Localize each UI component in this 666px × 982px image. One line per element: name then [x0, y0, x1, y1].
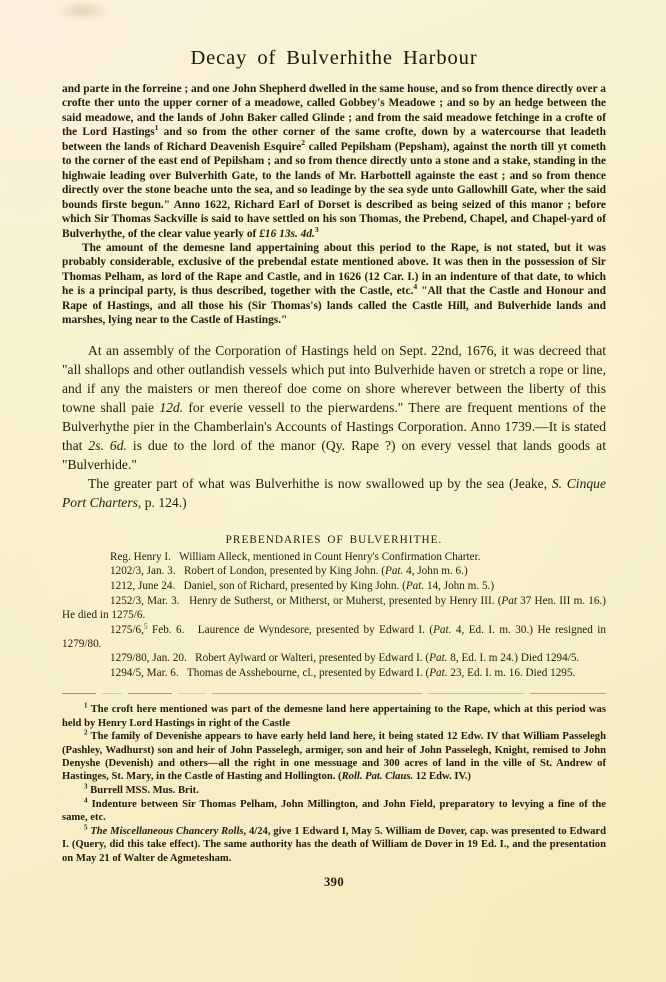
- rule-segment: [212, 693, 422, 694]
- page-content: [62, 0, 606, 890]
- paragraph-2-text-b: "All that the Castle and Honour and Rape of Hastings, and all those his (Sir Thomas's) lands called the Castle Hill, and Bulverhide lands and marshes, lying near to the Castle of Hastings.": [62, 285, 606, 327]
- rule-segment: [178, 693, 206, 694]
- paragraph-hastings-assembly: [62, 341, 606, 475]
- rule-segment: [428, 693, 524, 694]
- prebendary-date: 1252/3, Mar. 3.: [110, 594, 180, 607]
- footnote-marker: 2: [84, 728, 88, 737]
- prebendary-text: Robert of London, presented by King John. (: [183, 565, 385, 578]
- prebendary-date: 1279/80, Jan. 20.: [110, 652, 187, 665]
- list-item: [62, 550, 606, 564]
- footnote-item: [62, 825, 606, 865]
- prebendaries-list: [62, 550, 606, 681]
- footnote-text-after: 12 Edw. IV.): [413, 771, 471, 783]
- paragraph-3-text-a: At an assembly of the Corporation of Hastings held on Sept. 22nd, 1676, it was decreed that "all shallops and other outlandish vessels which put into Bulverhide haven or stretch a rope or line, and if any the maisters or men thereof doe come on shore wherever between the liberty of this towne shall paie: [62, 342, 606, 415]
- prebendary-source-rest: 14, John m. 5.): [424, 579, 495, 592]
- footnote-text: Burrell MSS. Mus. Brit.: [90, 785, 199, 797]
- page-title: Decay of Bulverhithe Harbour: [190, 47, 478, 69]
- paragraph-4-citation-title: S. Cinque Port Charters: [62, 476, 606, 511]
- list-item: [62, 579, 606, 593]
- footnote-citation-italic: Roll. Pat. Claus.: [341, 771, 414, 783]
- footnote-text: Indenture between Sir Thomas Pelham, John Millington, and John Field, preparatory to levying a fine of the same, etc.: [62, 798, 606, 824]
- footnote-separator-rule: [62, 689, 606, 698]
- footnote-item: [62, 784, 606, 797]
- prebendary-source-rest: 4, Ed. I. m. 30.) He resigned in 1279/80.: [62, 623, 607, 650]
- footnote-marker: 1: [84, 701, 88, 710]
- list-item: [62, 666, 606, 680]
- prebendary-text: Daniel, son of Richard, presented by King John. (: [183, 579, 406, 592]
- footnote-text: The croft here mentioned was part of the demesne land here appertaining to the Rape, which at this period was held by Henry Lord Hastings in right of the Castle: [62, 704, 606, 729]
- footnotes-list: [62, 703, 606, 865]
- paragraph-1-text-c: called Pepilsham (Pepsham), against the north till yt cometh to the corner of the east end of Pepilsham ; and so from thence directly unto a stone and a stake, standing in the highwaie leading over Bulverhith Gate, to the lands of Mr. Harbottell againste the east ; and so from thence directly over the stone beache unto the sea, and so leadinge by the sea syde unto Gallowhill Gate, wher the said bounds firste begun." Anno 1622, Richard Earl of Dorset is described as being seized of this manor ; before which Sir Thomas Sackville is said to have settled on his son Thomas, the Prebend, Chapel, and Chapel-yard of Bulverhythe, of the clear value yearly of: [62, 140, 607, 240]
- rule-segment: [530, 693, 606, 694]
- prebendary-date-rest: Feb. 6.: [147, 623, 185, 636]
- prebendary-date: 1202/3, Jan. 3.: [110, 565, 176, 578]
- paragraph-3-amount-shillings: 2s. 6d.: [88, 438, 127, 454]
- prebendary-date: 1294/5, Mar. 6.: [110, 667, 179, 680]
- rule-segment: [102, 693, 122, 694]
- list-item: [62, 620, 607, 651]
- rule-segment: [128, 693, 172, 694]
- footnote-item: [62, 703, 606, 730]
- footnote-ref-2[interactable]: 2: [301, 138, 306, 148]
- prebendary-text: William Alleck, mentioned in Count Henry's Confirmation Charter.: [179, 550, 481, 563]
- prebendary-text: Robert Aylward or Walteri, presented by Edward I. (: [195, 652, 430, 665]
- prebendary-date: 1275/6,: [110, 623, 144, 636]
- prebendary-source-rest: 8, Ed. I. m 24.) Died 1294/5.: [447, 652, 580, 665]
- paragraph-3-text-b: for everie vessell to the pierwardens." There are frequent mentions of the Bulverhythe pier in the Chamberlain's Accounts of Hastings Corporation. Anno 1739.—It is stated that: [62, 399, 606, 454]
- paragraph-swallowed-by-sea: [62, 474, 606, 512]
- paragraph-3-amount-pence: 12d.: [159, 399, 184, 415]
- prebendary-text: Henry de Sutherst, or Mitherst, or Muherst, presented by Henry III. (: [189, 594, 502, 607]
- paragraph-demesne-land: [62, 241, 606, 328]
- prebendary-source-rest: 23, Ed. I. m. 16. Died 1295.: [447, 667, 576, 680]
- footnote-citation-italic: The Miscellaneous Chancery Rolls: [90, 826, 244, 838]
- footnote-ref-4[interactable]: 4: [413, 282, 418, 292]
- footnote-ref-5[interactable]: 5: [143, 620, 148, 630]
- footnote-ref-3[interactable]: 3: [314, 224, 319, 234]
- paragraph-1-amount: £16 13s. 4d.: [259, 227, 315, 240]
- paragraph-1-text-a: and parte in the forreine ; and one John Shepherd dwelled in the same house, and so from thence directly over a crofte ther unto the upper corner of a meadowe, called Gobbey's Meadowe ; and so by an hedge between the said meadowe, and the lands of John Baker called Glinde ; and from the said meadowe fetchinge in a crofte of the Lord Hastings: [62, 83, 606, 139]
- prebendary-source-abbrev: Pat.: [429, 652, 448, 665]
- paragraph-4-text-a: The greater part of what was Bulverhithe is now swallowed up by the sea (Jeake,: [88, 476, 552, 492]
- list-item: [62, 594, 606, 622]
- list-item: [62, 564, 606, 578]
- footnote-item: [62, 798, 606, 825]
- page-number: 390: [323, 874, 345, 889]
- prebendary-source-abbrev: Pat.: [433, 623, 452, 636]
- prebendary-text: Thomas de Asshebourne, cl., presented by Edward I. (: [186, 667, 430, 680]
- prebendary-date: Reg. Henry I.: [110, 550, 171, 563]
- prebendary-source-abbrev: Pat: [501, 594, 517, 607]
- rule-segment: [62, 693, 96, 694]
- prebendary-source-abbrev: Pat.: [429, 667, 448, 680]
- prebendary-text: Laurence de Wyndesore, presented by Edward I. (: [197, 623, 434, 636]
- footnote-marker: 4: [84, 796, 88, 805]
- paragraph-2-text-a: The amount of the demesne land appertaining about this period to the Rape, is not stated, but it was probably considerable, exclusive of the prebendal estate mentioned above. It was then in the possession of Sir Thomas Pelham, as lord of the Rape and Castle, and in 1626 (12 Car. I.) in an indenture of that date, to which he is a principal party, is thus described, together with the Castle, etc.: [62, 241, 606, 298]
- paragraph-3-text-c: is due to the lord of the manor (Qy. Rape ?) on every vessel that lands goods at "Bulverhide.": [62, 438, 606, 473]
- footnote-text: The family of Devenishe appears to have early held land here, it being stated 12 Edw. IV that William Passelegh (Pashley, Wadhurst) son and heir of John Passelegh, armiger, son and heir of John Passelegh, Knight, remised to John Denyshe (Devenish) and others—all the right in one messuage and 300 acres of land in the ville of St. Andrew of Hastinges, St. Mary, in the Castle of Hasting and Hollington. (: [62, 731, 606, 783]
- footnote-marker: 3: [84, 782, 88, 791]
- paragraph-boundary-description: [62, 82, 606, 241]
- footnote-text: , 4/24, give 1 Edward I, May 5. William de Dover, cap. was presented to Edward I. (Query, did this take effect). The same authority has the death of William de Dover in 19 Ed. I., and the presentation on May 21 of Walter de Agmetesham.: [62, 826, 606, 864]
- prebendary-source-rest: 37 Hen. III m. 16.) He died in 1275/6.: [62, 594, 606, 621]
- paragraph-4-text-b: , p. 124.): [137, 495, 187, 511]
- prebendary-date: 1212, June 24.: [110, 579, 176, 592]
- footnote-ref-1[interactable]: 1: [154, 123, 159, 133]
- prebendary-source-abbrev: Pat.: [405, 579, 425, 592]
- prebendary-source-rest: 4, John m. 6.): [403, 565, 468, 578]
- paragraph-1-text-b: and so from the other corner of the same crofte, down by a watercourse that leadeth between the lands of Richard Deavenish Esquire: [62, 126, 606, 153]
- footnote-marker: 5: [84, 823, 88, 832]
- list-item: [62, 651, 606, 665]
- prebendary-source-abbrev: Pat.: [385, 565, 404, 578]
- footnote-item: [62, 730, 606, 783]
- prebendaries-heading: PREBENDARIES OF BULVERHITHE.: [225, 533, 443, 546]
